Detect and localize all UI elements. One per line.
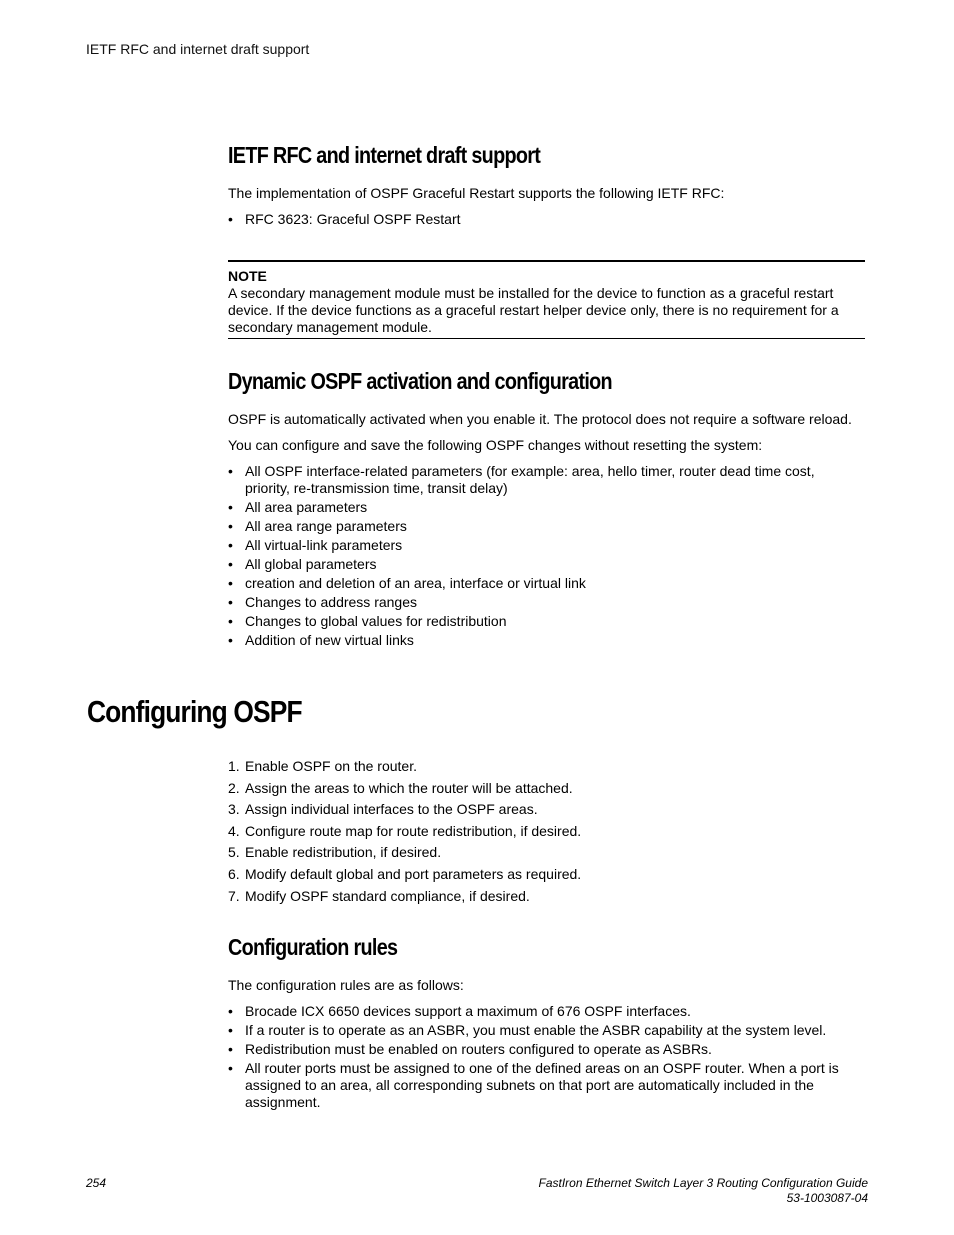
list-item: • creation and deletion of an area, interface or virtual link (228, 575, 848, 592)
list-item: 4. Configure route map for route redistribution, if desired. (228, 822, 582, 839)
list-item: • All area range parameters (228, 518, 848, 535)
section-heading-configuration-rules: Configuration rules (228, 934, 398, 960)
chapter-heading-configuring-ospf: Configuring OSPF (87, 694, 302, 729)
section-heading-dynamic-ospf: Dynamic OSPF activation and configuration (228, 368, 612, 394)
list-item: 3. Assign individual interfaces to the OSPF areas. (228, 801, 538, 818)
list-item: 5. Enable redistribution, if desired. (228, 844, 442, 861)
list-item: • If a router is to operate as an ASBR, you must enable the ASBR capability at the system level. (228, 1022, 848, 1039)
running-header: IETF RFC and internet draft support (86, 41, 310, 57)
list-item: • All global parameters (228, 556, 848, 573)
note-text: A secondary management module must be installed for the device to function as a graceful restart device. If the device functions as a graceful restart helper device only, there is no requirement for a secondary management module. (228, 285, 839, 335)
list-item: • Redistribution must be enabled on routers configured to operate as ASBRs. (228, 1041, 848, 1058)
list-item: • Changes to address ranges (228, 594, 848, 611)
section-ietf-intro: The implementation of OSPF Graceful Restart supports the following IETF RFC: (228, 185, 725, 201)
ietf-rfc-list (228, 211, 848, 230)
list-item: 7. Modify OSPF standard compliance, if desired. (228, 887, 530, 904)
configuration-rules-intro: The configuration rules are as follows: (228, 977, 464, 993)
list-item: 2. Assign the areas to which the router will be attached. (228, 779, 573, 796)
list-item: • Addition of new virtual links (228, 632, 848, 649)
dynamic-ospf-para-2: You can configure and save the following OSPF changes without resetting the system: (228, 437, 763, 453)
list-item: 1. Enable OSPF on the router. (228, 758, 417, 774)
dynamic-ospf-list (228, 463, 848, 651)
note-box (228, 260, 865, 339)
footer-doc-info (538, 1176, 868, 1206)
dynamic-ospf-para-1: OSPF is automatically activated when you enable it. The protocol does not require a software reload. (228, 411, 852, 427)
list-item: • All router ports must be assigned to one of the defined areas on an OSPF router. When a port is assigned to an area, all corresponding subnets on that port are automatically included in the assignment. (228, 1060, 848, 1111)
list-item: • Changes to global values for redistribution (228, 613, 848, 630)
footer-doc-title: FastIron Ethernet Switch Layer 3 Routing Configuration Guide (538, 1176, 868, 1190)
page-number: 254 (86, 1176, 107, 1190)
configuring-ospf-steps (228, 758, 848, 909)
list-item: • Brocade ICX 6650 devices support a maximum of 676 OSPF interfaces. (228, 1003, 848, 1020)
footer-doc-number: 53-1003087-04 (786, 1191, 868, 1205)
configuration-rules-list (228, 1003, 848, 1113)
list-item: • All area parameters (228, 499, 848, 516)
note-label: NOTE (228, 268, 267, 284)
list-item: • All OSPF interface-related parameters (for example: area, hello timer, router dead time cost, priority, re-transmission time, transit delay) (228, 463, 848, 497)
list-item: • All virtual-link parameters (228, 537, 848, 554)
list-item: • RFC 3623: Graceful OSPF Restart (228, 211, 848, 228)
list-item: 6. Modify default global and port parameters as required. (228, 865, 582, 882)
section-heading-ietf-rfc: IETF RFC and internet draft support (228, 142, 541, 168)
